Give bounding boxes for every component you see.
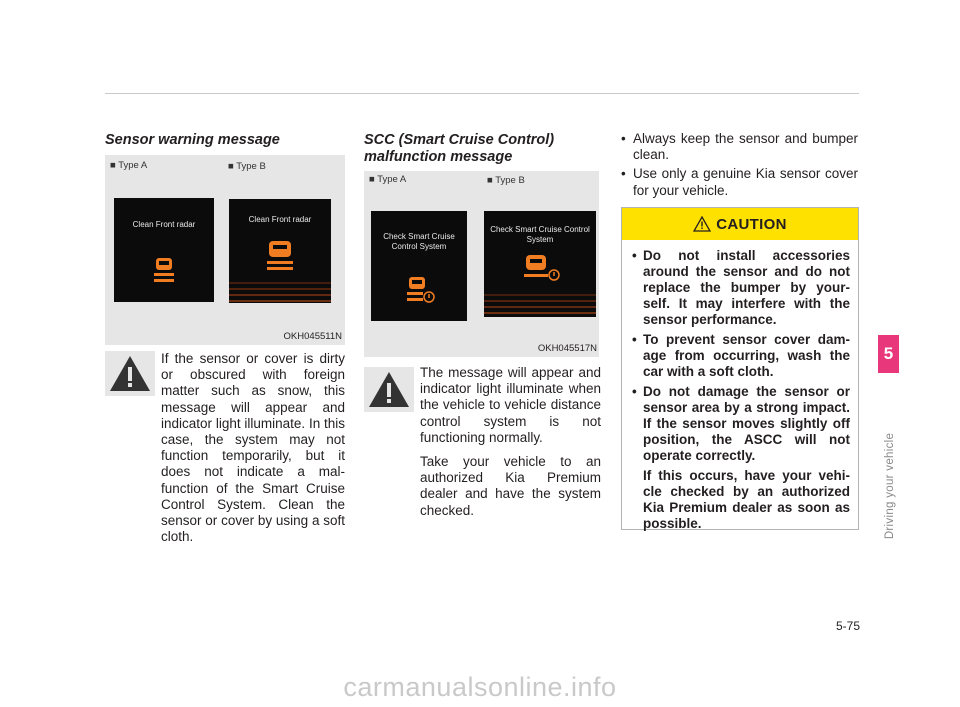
display-screen-type-a (114, 198, 214, 302)
road-lanes-graphic (484, 251, 596, 317)
figure-scc-malfunction (364, 171, 599, 357)
display-screen-type-b (229, 199, 331, 303)
caution-content (622, 240, 858, 540)
page-number: 5-75 (835, 619, 860, 633)
paragraph: The message will appear and indicator light illuminate when the vehicle to vehicle distance control system is not functioning normally. (420, 365, 601, 445)
bullet-item: • Always keep the sensor and bumper clean. (621, 131, 858, 163)
display-screen-type-a (371, 211, 467, 321)
screen-message: Clean Front radar (132, 220, 196, 229)
scc-malfunction-text (420, 365, 601, 527)
road-lanes-graphic (229, 237, 331, 303)
figure-reference: OKH045511N (283, 331, 342, 342)
screen-message: Clean Front radar (248, 215, 312, 224)
screen-message: Check Smart Cruise Control System (490, 225, 590, 244)
car-malfunction-icon (405, 275, 435, 305)
type-a-label: ■ Type A (110, 160, 148, 171)
caution-item: • Do not install accessories around the sensor and do not replace the bumper by your-self. It may interfere with the sensor performance. (632, 248, 850, 328)
caution-title: CAUTION (716, 215, 787, 233)
screen-message: Check Smart Cruise Control System (383, 232, 455, 251)
warning-icon-box (105, 351, 155, 396)
warning-icon-box (364, 367, 414, 412)
caution-note: If this occurs, have your vehi-cle checked by an authorized Kia Premium dealer as soon as possible. (643, 468, 850, 531)
warning-triangle-icon (364, 367, 414, 412)
warning-triangle-icon (105, 351, 155, 396)
figure-reference: OKH045517N (537, 343, 597, 354)
caution-box (621, 207, 859, 530)
caution-item: • To prevent sensor cover dam-age from occurring, wash the car with a soft cloth. (632, 332, 850, 380)
chapter-tab: 5 (878, 335, 899, 373)
bullet-item: • Use only a genuine Kia sensor cover for your vehicle. (621, 166, 858, 198)
heading-line: malfunction message (364, 149, 513, 165)
sensor-warning-text: If the sensor or cover is dirty or obscured with foreign matter such as snow, this message will appear and indicator light illuminate. In this case, the system may not function temporarily, but it does not indicate a mal-function of the Smart Cruise Control System. Clean the sensor or cover by using a soft cloth. (161, 351, 345, 545)
type-b-label: ■ Type B (487, 175, 525, 186)
top-rule (105, 93, 859, 94)
figure-sensor-warning (105, 155, 345, 345)
heading-line: SCC (Smart Cruise Control) (364, 132, 555, 148)
bullet-list (621, 131, 858, 202)
type-b-label: ■ Type B (228, 161, 266, 172)
chapter-title: Driving your vehicle (884, 432, 896, 540)
caution-triangle-icon (693, 216, 711, 232)
display-screen-type-b (484, 211, 596, 317)
caution-header (622, 208, 858, 240)
caution-item: • Do not damage the sensor or sensor area by a strong impact. If the sensor moves slightly off position, the ASCC will not operate correctly. (632, 384, 850, 464)
paragraph: Take your vehicle to an authorized Kia Premium dealer and have the system checked. (420, 454, 601, 518)
type-a-label: ■ Type A (369, 174, 407, 185)
section-heading-sensor-warning: Sensor warning message (105, 132, 280, 148)
section-heading-scc-malfunction (364, 132, 554, 166)
car-sensor-icon (152, 256, 176, 284)
watermark: carmanualsonline.info (343, 672, 617, 702)
